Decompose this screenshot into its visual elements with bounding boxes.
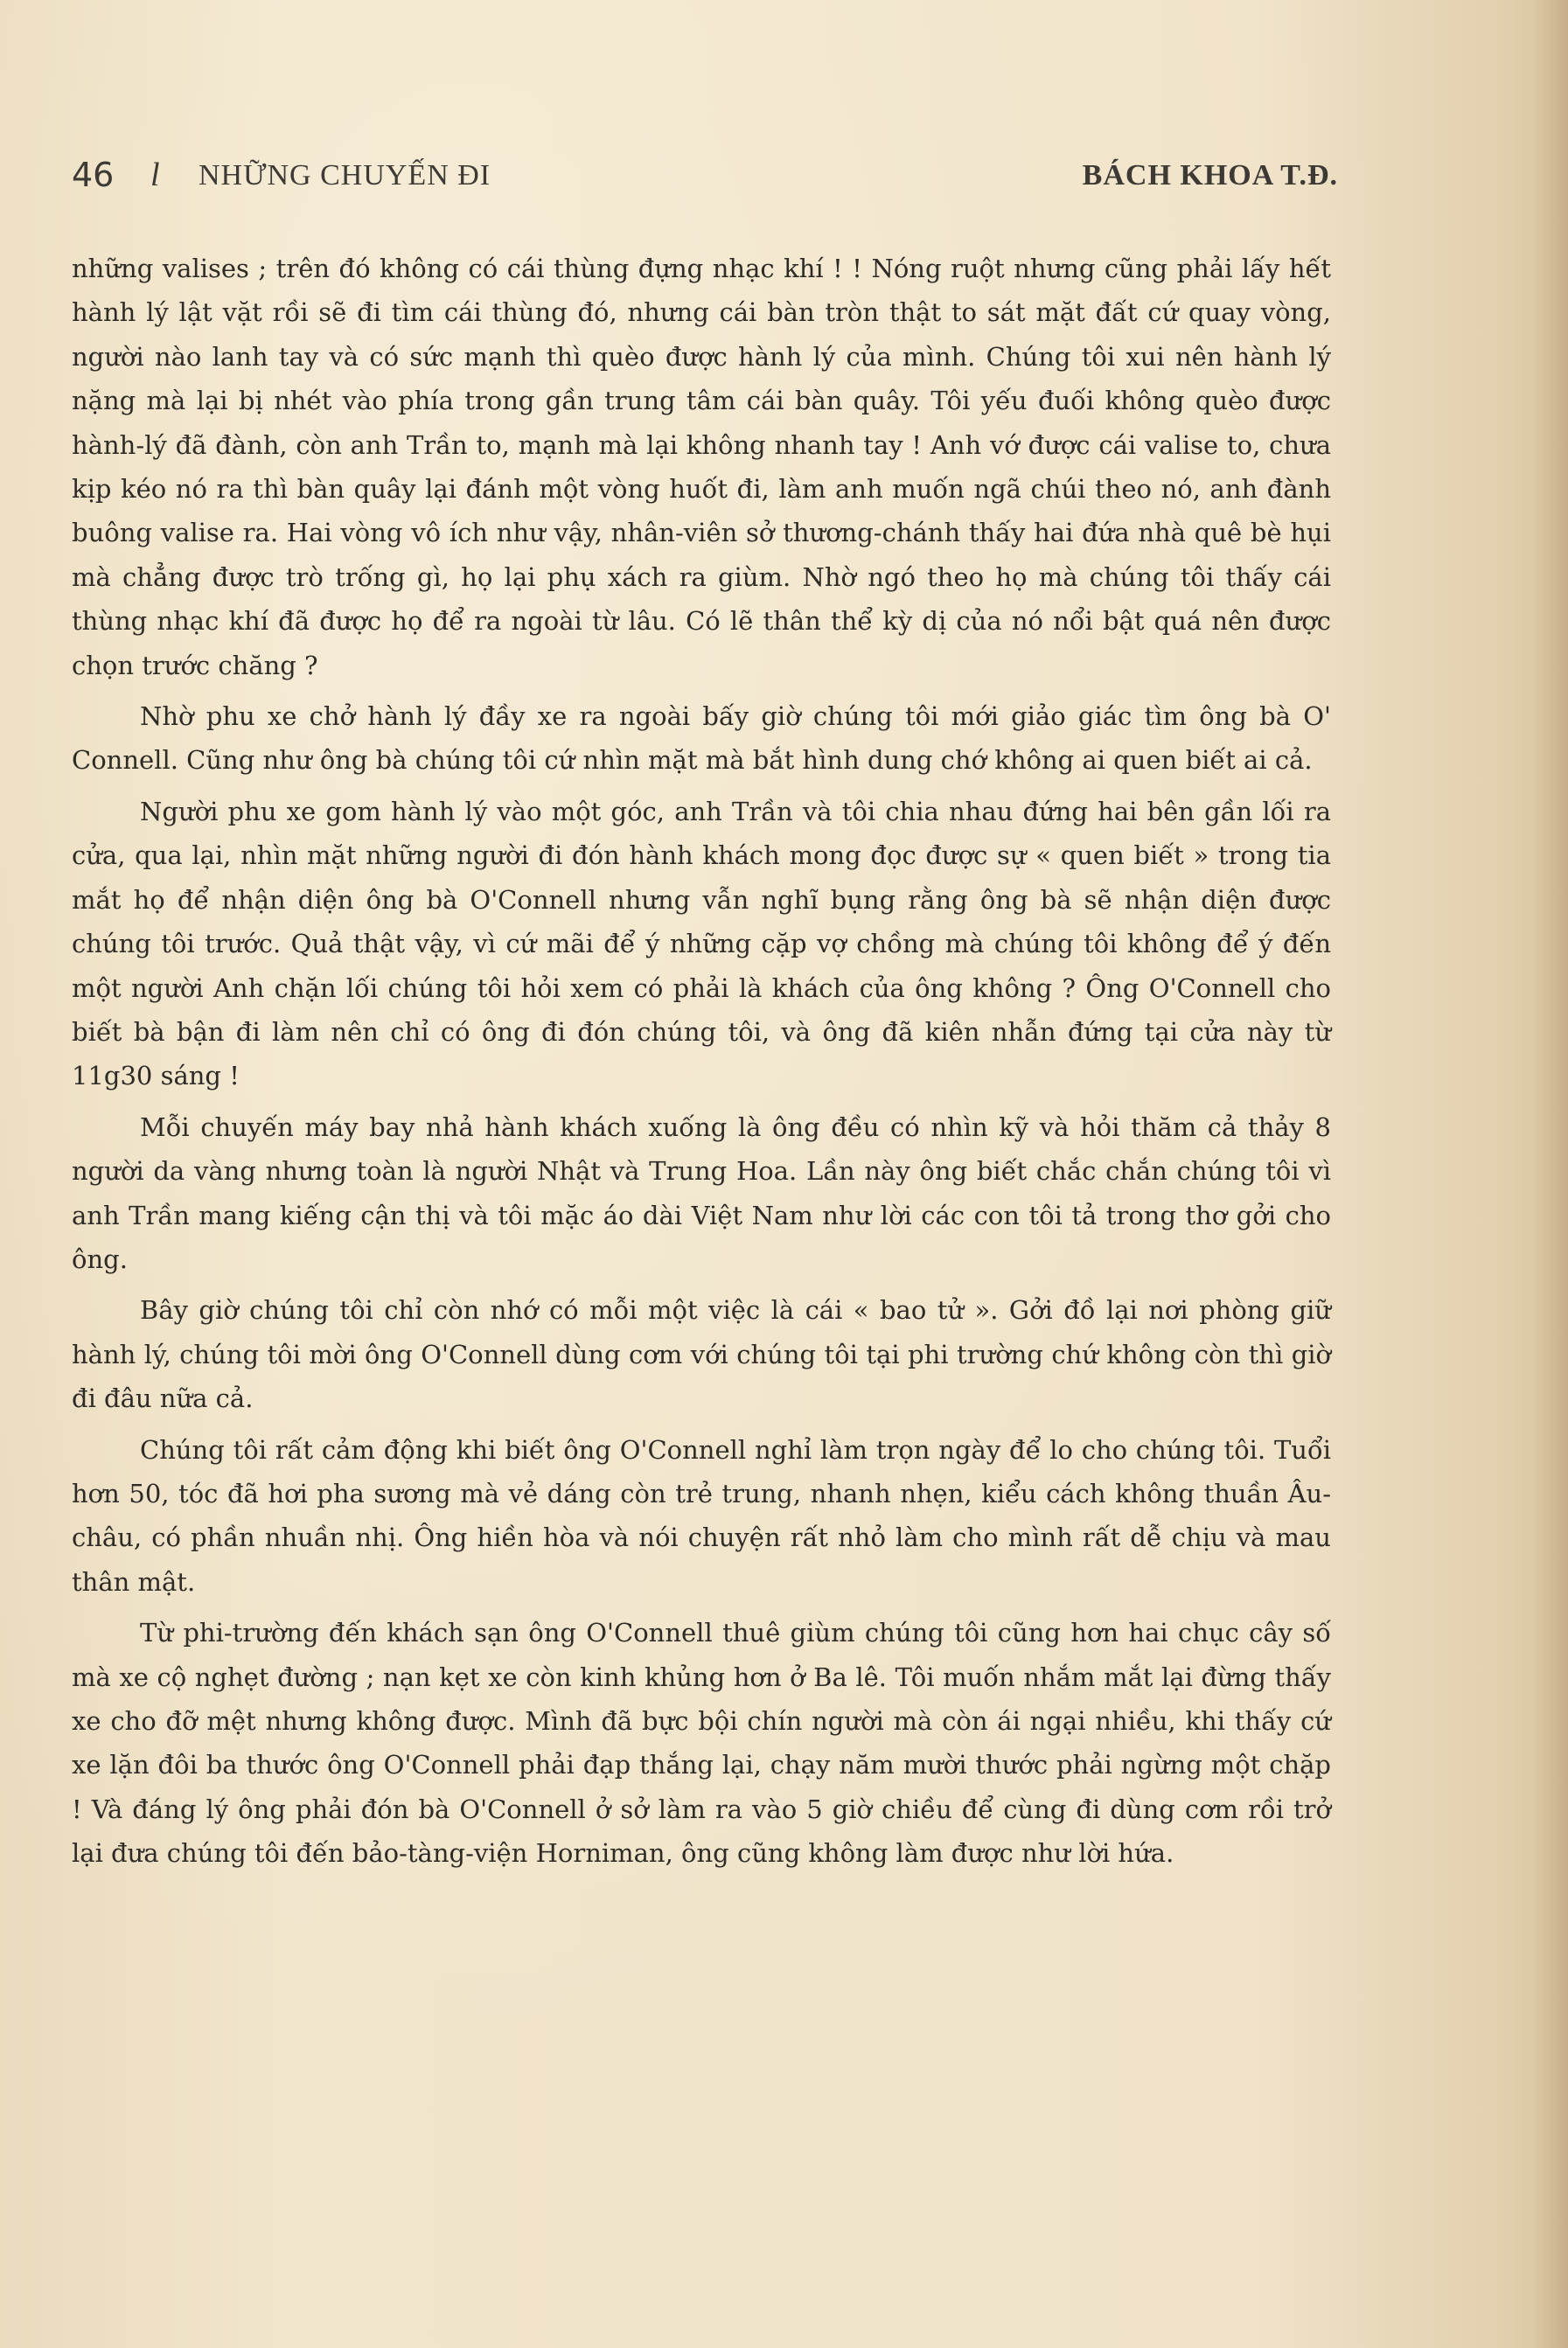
page-number: 46 xyxy=(72,156,115,194)
paragraph: Từ phi-trường đến khách sạn ông O'Connell thuê giùm chúng tôi cũng hơn hai chục cây số mà xe cộ nghẹt đường ; nạn kẹt xe còn kinh khủng hơn ở Ba lê. Tôi muốn nhắm mắt lại đừng thấy xe cho đỡ mệt nhưng không được. Mình đã bực bội chín người mà còn ái ngại nhiều, khi thấy cứ xe lặn đôi ba thước ông O'Connell phải đạp thắng lại, chạy năm mười thước phải ngừng một chặp ! Và đáng lý ông phải đón bà O'Connell ở sở làm ra vào 5 giờ chiều để cùng đi dùng cơm rồi trở lại đưa chúng tôi đến bảo-tàng-viện Horniman, ông cũng không làm được như lời hứa. xyxy=(72,1618,1331,1869)
journal-title: BÁCH KHOA T.Đ. xyxy=(1082,159,1338,192)
paragraph: Bây giờ chúng tôi chỉ còn nhớ có mỗi một việc là cái « bao tử ». Gởi đồ lại nơi phòng giữ hành lý, chúng tôi mời ông O'Connell dùng cơm với chúng tôi tại phi trường chứ không còn thì giờ đi đâu nữa cả. xyxy=(72,1295,1331,1414)
paragraph: những valises ; trên đó không có cái thùng đựng nhạc khí ! ! Nóng ruột nhưng cũng phải lấy hết hành lý lật vặt rồi sẽ đi tìm cái thùng đó, nhưng cái bàn tròn thật to sát mặt đất cứ quay vòng, người nào lanh tay và có sức mạnh thì quèo được hành lý của mình. Chúng tôi xui nên hành lý nặng mà lại bị nhét vào phía trong gần trung tâm cái bàn quây. Tôi yếu đuối không quèo được hành-lý đã đành, còn anh Trần to, mạnh mà lại không nhanh tay ! Anh vớ được cái valise to, chưa kịp kéo nó ra thì bàn quây lại đánh một vòng huốt đi, làm anh muốn ngã chúi theo nó, anh đành buông valise ra. Hai vòng vô ích như vậy, nhân-viên sở thương-chánh thấy hai đứa nhà quê bè hụi mà chẳng được trò trống gì, họ lại phụ xách ra giùm. Nhờ ngó theo họ mà chúng tôi thấy cái thùng nhạc khí đã được họ để ra ngoài từ lâu. Có lẽ thân thể kỳ dị của nó nổi bật quá nên được chọn trước chăng ? xyxy=(72,254,1331,680)
running-header xyxy=(72,156,1338,201)
paragraph: Mỗi chuyến máy bay nhả hành khách xuống là ông đều có nhìn kỹ và hỏi thăm cả thảy 8 người da vàng nhưng toàn là người Nhật và Trung Hoa. Lần này ông biết chắc chắn chúng tôi vì anh Trần mang kiếng cận thị và tôi mặc áo dài Việt Nam như lời các con tôi tả trong thơ gởi cho ông. xyxy=(72,1111,1331,1274)
section-title: NHỮNG CHUYẾN ĐI xyxy=(199,159,491,192)
header-separator: l xyxy=(150,157,160,193)
paragraph: Chúng tôi rất cảm động khi biết ông O'Connell nghỉ làm trọn ngày để lo cho chúng tôi. Tuổi hơn 50, tóc đã hơi pha sương mà vẻ dáng còn trẻ trung, nhanh nhẹn, kiểu cách không thuần Âu-châu, có phần nhuần nhị. Ông hiền hòa và nói chuyện rất nhỏ làm cho mình rất dễ chịu và mau thân mật. xyxy=(72,1434,1331,1597)
body-text xyxy=(72,247,1331,1883)
page-edge-shadow xyxy=(1533,0,1568,2348)
paragraph: Nhờ phu xe chở hành lý đầy xe ra ngoài bấy giờ chúng tôi mới giảo giác tìm ông bà O' Connell. Cũng như ông bà chúng tôi cứ nhìn mặt mà bắt hình dung chớ không ai quen biết ai cả. xyxy=(72,701,1331,776)
paragraph: Người phu xe gom hành lý vào một góc, anh Trần và tôi chia nhau đứng hai bên gần lối ra cửa, qua lại, nhìn mặt những người đi đón hành khách mong đọc được sự « quen biết » trong tia mắt họ để nhận diện ông bà O'Connell nhưng vẫn nghĩ bụng rằng ông bà sẽ nhận diện được chúng tôi trước. Quả thật vậy, vì cứ mãi để ý những cặp vợ chồng mà chúng tôi không để ý đến một người Anh chặn lối chúng tôi hỏi xem có phải là khách của ông không ? Ông O'Connell cho biết bà bận đi làm nên chỉ có ông đi đón chúng tôi, và ông đã kiên nhẫn đứng tại cửa này từ 11g30 sáng ! xyxy=(72,796,1331,1091)
